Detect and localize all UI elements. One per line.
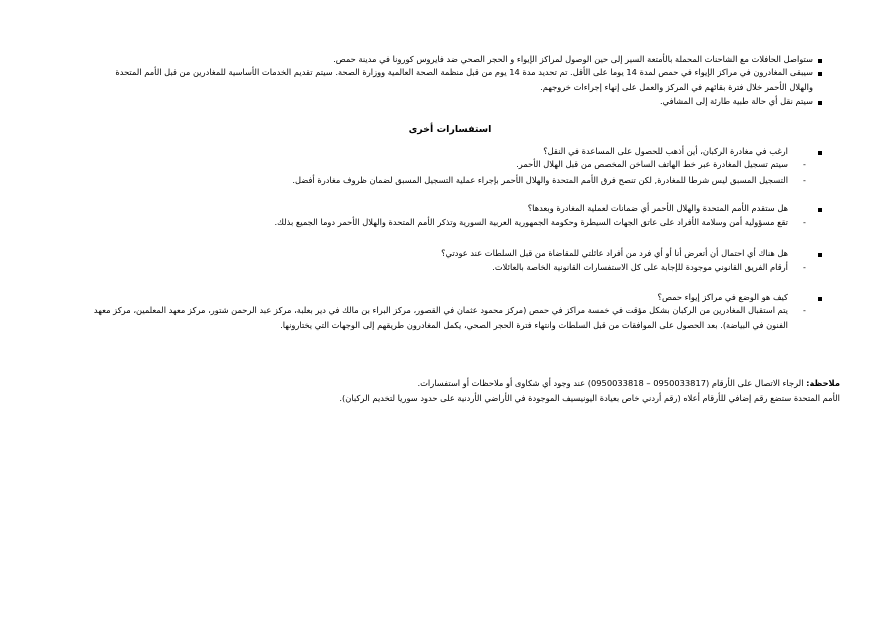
faq-answer: أرقام الفريق القانوني موجودة للإجابة على كل الاستفسارات القانونية الخاصة بالعائلات. [492,262,788,272]
bullet-marker [818,208,822,212]
bullet-marker [818,253,822,257]
bullet-text: سيبقى المغادرون في مراكز الإيواء في حمص لمدة 14 يوما على الأقل. تم تحديد مدة 14 يوم من قبل منظمة الصحة العالمية ووزارة الصحة. سيتم تقديم الخدمات الأساسية للمغادرين من قبل الأمم المتحدة [115,67,813,77]
dash-marker: - [803,176,806,185]
dash-marker: - [803,263,806,272]
bullet-marker [818,297,822,301]
note-text: الرجاء الاتصال على الأرقام (0950033817 – 0950033818) عند وجود أي شكاوى أو ملاحظات أو استفسارات. [417,378,804,388]
faq-answer: التسجيل المسبق ليس شرطا للمغادرة, لكن تنصح فرق الأمم المتحدة والهلال الأحمر بإجراء عملية التسجيل المسبق لضمان ظروف مغادرة أفضل. [292,175,788,185]
section-heading: استفسارات أخرى [408,124,492,135]
faq-question: هل هناك أي احتمال أن أتعرض أنا أو أي فرد من أفراد عائلتي للمقاضاة من قبل السلطات عند عودتي؟ [441,248,788,258]
dash-marker: - [803,160,806,169]
bullet-marker [818,101,822,105]
faq-answer: سيتم تسجيل المغادرة عبر خط الهاتف الساخن المخصص من قبل الهلال الأحمر. [516,159,788,169]
bullet-marker [818,151,822,155]
note-line-2: الأمم المتحدة ستضع رقم إضافي للأرقام أعلاه (رقم أردني خاص بعيادة اليونيسيف الموجودة في الأراضي الأردنية على حدود سوريا لتخديم الركبان). [339,393,840,403]
bullet-text: ستواصل الحافلات مع الشاحنات المحملة بالأمتعة السير إلى حين الوصول لمراكز الإيواء و الحجر الصحي ضد فايروس كورونا في مدينة حمص. [333,54,813,64]
bullet-marker [818,59,822,63]
faq-question: هل ستقدم الأمم المتحدة والهلال الأحمر أي ضمانات لعملية المغادرة وبعدها؟ [527,203,788,213]
faq-answer-continued: الفنون في البياضة). بعد الحصول على الموافقات من قبل السلطات وانتهاء فترة الحجر الصحي، يكمل المغادرون طريقهم إلى الوجهات التي يختارونها. [280,320,788,330]
faq-question: كيف هو الوضع في مراكز إيواء حمص؟ [657,292,788,302]
faq-question: ارغب في مغادرة الركبان، أين أذهب للحصول على المساعدة في النقل؟ [543,146,788,156]
bullet-text: سيتم نقل أي حالة طبية طارئة إلى المشافي. [660,96,813,106]
note-label: ملاحظة: [806,378,840,388]
dash-marker: - [803,218,806,227]
bullet-marker [818,72,822,76]
note-line [417,378,840,389]
bullet-text-continued: والهلال الأحمر خلال فترة بقائهم في المركز والعمل على إنهاء إجراءات خروجهم. [540,82,813,92]
faq-answer: يتم استقبال المغادرين من الركبان بشكل مؤقت في خمسة مراكز في حمص (مركز محمود عثمان في القصور، مركز البراء بن مالك في دير بعلبة، مركز عبد الرحمن شتور، مركز معهد المعلمين، مركز معهد [93,305,788,315]
faq-answer: تقع مسؤولية أمن وسلامة الأفراد على عاتق الجهات السيطرة وحكومة الجمهورية العربية السورية وتذكر الأمم المتحدة والهلال الأحمر دوما الجميع بذلك. [274,217,788,227]
dash-marker: - [803,306,806,315]
